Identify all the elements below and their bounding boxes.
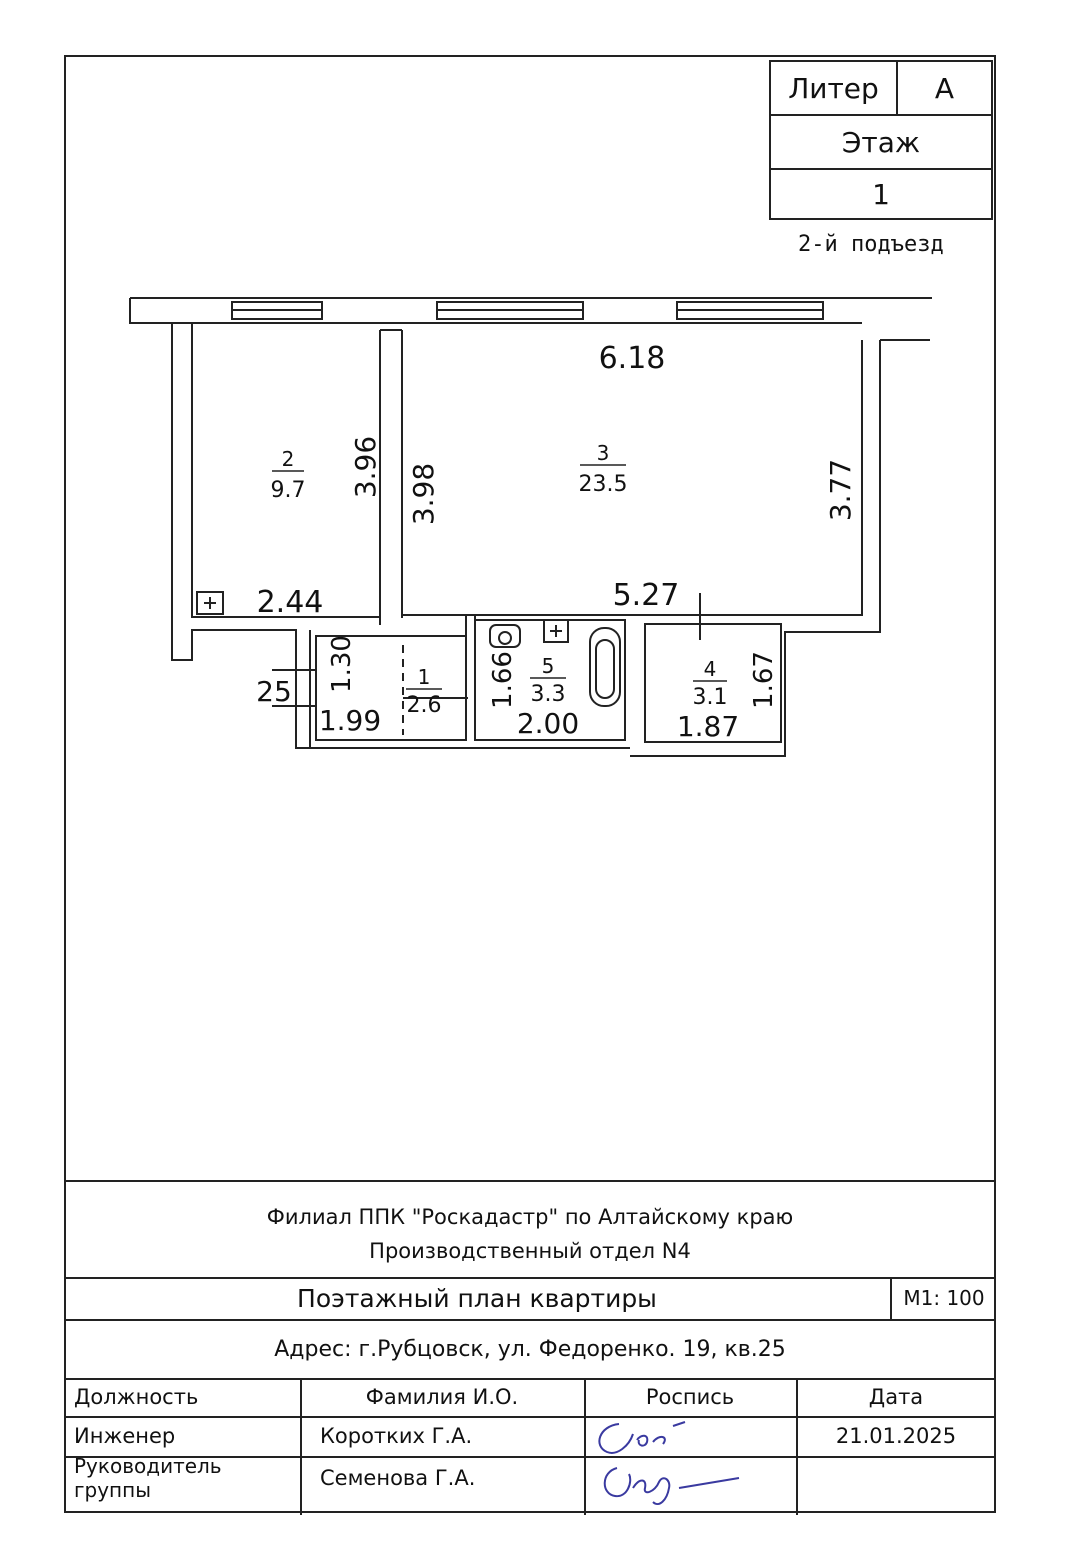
room-label-4 (693, 657, 728, 710)
floor-label: Этаж (841, 125, 921, 159)
dim-hall-offset: 25 (256, 675, 292, 708)
handwritten-signature (589, 1416, 789, 1510)
row-position: Инженер (74, 1424, 176, 1448)
entrance-label: 2-й подъезд (798, 232, 944, 257)
dim-room2-height: 3.96 (349, 435, 382, 499)
row-name: Семенова Г.А. (320, 1466, 476, 1490)
row-date: 21.01.2025 (835, 1424, 957, 1448)
dim-bath-width: 2.00 (516, 707, 580, 740)
dim-room4-width: 1.87 (676, 710, 740, 743)
room-label-2 (271, 447, 306, 503)
room-area: 9.7 (270, 478, 306, 503)
footer-divider (64, 1319, 996, 1321)
dim-room3-bottom-width: 5.27 (612, 578, 680, 613)
address: Адрес: г.Рубцовск, ул. Федоренко. 19, кв.25 (274, 1337, 786, 1362)
room-number: 3 (596, 441, 610, 465)
dim-top-width: 6.18 (598, 341, 666, 376)
footer-stamp (64, 1180, 996, 1513)
document-title: Поэтажный план квартиры (297, 1284, 657, 1313)
room-label-5 (530, 654, 566, 707)
signature-table (64, 1378, 996, 1515)
dim-bath-height: 1.66 (488, 651, 518, 709)
header-signature: Роспись (645, 1385, 735, 1409)
footer-divider (64, 1277, 996, 1279)
wall-room3 (402, 340, 862, 615)
dim-hall-width: 1.99 (318, 704, 382, 737)
room-number: 4 (703, 657, 717, 681)
scale-label: М1: 100 (890, 1277, 996, 1319)
organization (64, 1200, 996, 1268)
liter-label: Литер (771, 62, 898, 114)
row-name: Коротких Г.А. (320, 1424, 473, 1448)
room-area: 23.5 (578, 472, 628, 497)
dim-room2-width: 2.44 (256, 585, 324, 620)
header-date: Дата (868, 1385, 924, 1409)
dim-hall-height: 1.30 (327, 635, 357, 693)
room-number: 5 (541, 654, 555, 678)
organization-line2: Производственный отдел N4 (369, 1239, 691, 1263)
room-area: 3.3 (530, 682, 566, 707)
row-date (796, 1456, 996, 1500)
row-position: Руководитель группы (74, 1454, 222, 1502)
room-area: 3.1 (692, 685, 728, 710)
dim-room3-right-height: 3.77 (824, 458, 857, 522)
room-number: 2 (281, 447, 295, 471)
room-label-1 (406, 665, 442, 718)
liter-value: А (934, 71, 955, 105)
organization-line1: Филиал ППК "Роскадастр" по Алтайскому краю (266, 1205, 794, 1229)
dim-room4-height: 1.67 (749, 651, 779, 709)
header-position: Должность (74, 1385, 199, 1409)
header-name: Фамилия И.О. (365, 1385, 519, 1409)
wall-partition (380, 330, 402, 625)
floor-value: 1 (872, 177, 890, 211)
room-label-3 (579, 441, 628, 497)
dim-room3-left-height: 3.98 (407, 462, 440, 526)
room-area: 2.6 (406, 693, 442, 718)
room-number: 1 (417, 665, 431, 689)
